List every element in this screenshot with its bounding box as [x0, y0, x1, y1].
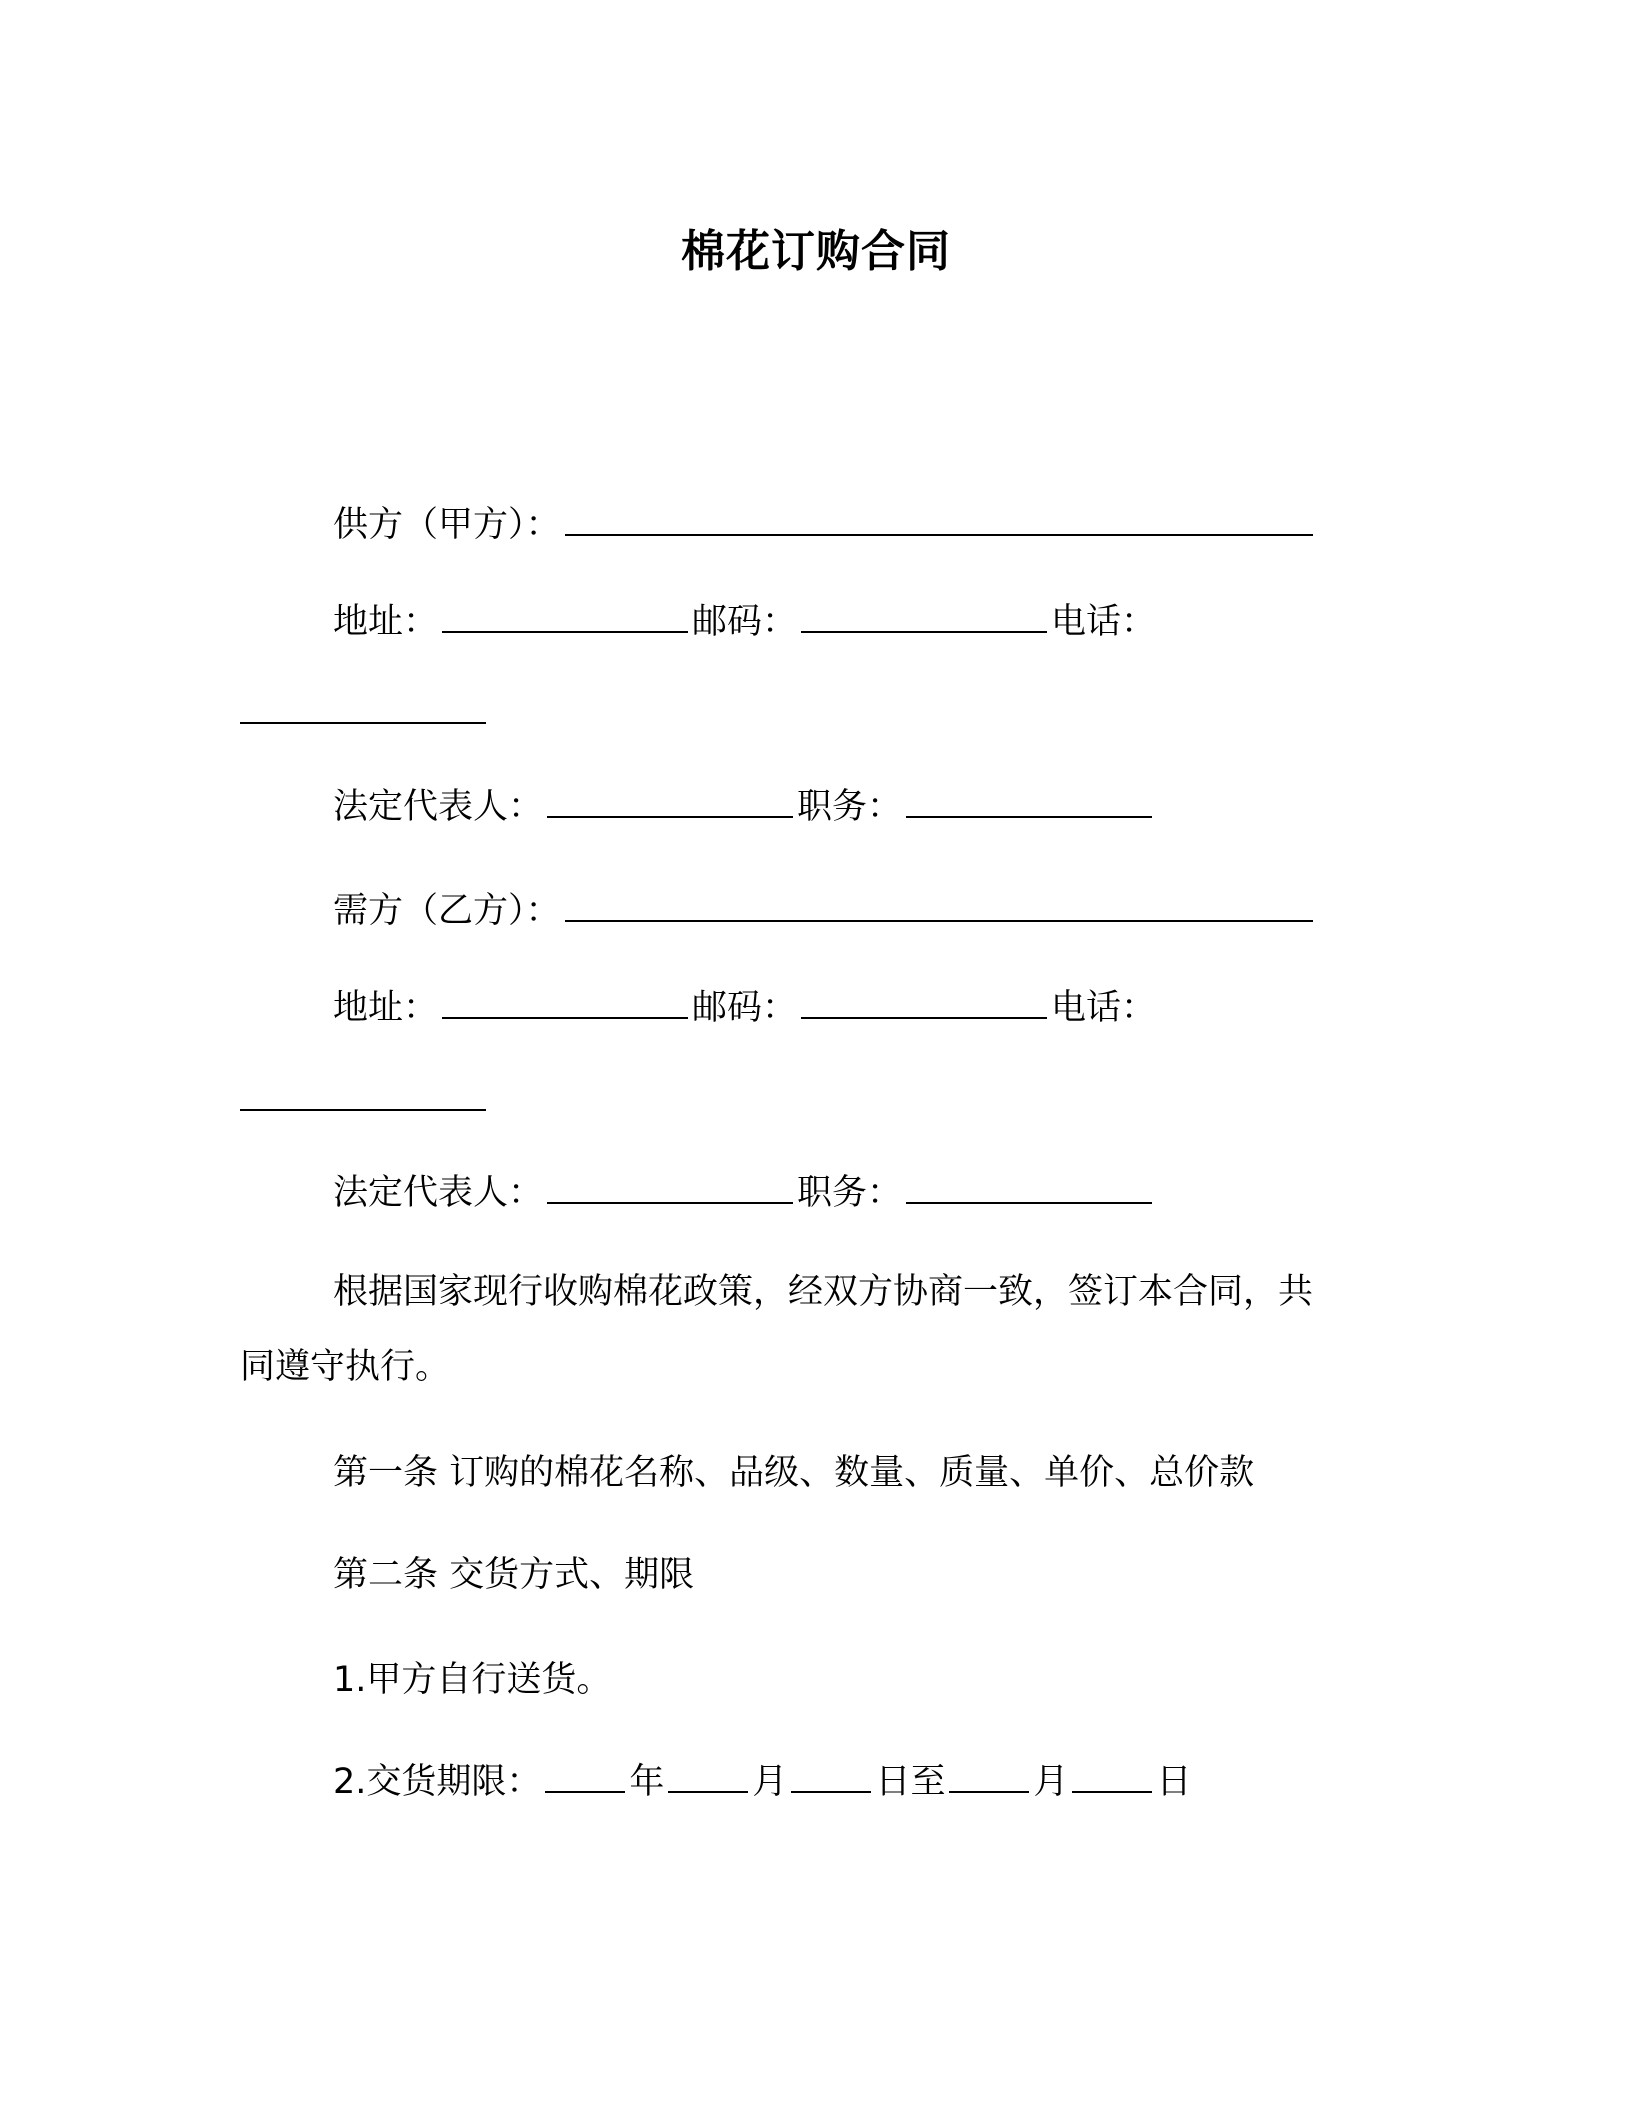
- month-label-2: 月: [1033, 1762, 1069, 1802]
- item-1: 1.甲方自行送货。: [333, 1660, 612, 1700]
- supplier-phone-blank: [240, 688, 486, 724]
- supplier-party-label: 供方（甲方）：: [333, 505, 561, 545]
- buyer-phone-label: 电话：: [1051, 988, 1157, 1028]
- supplier-position-blank: [906, 782, 1152, 818]
- buyer-rep-label: 法定代表人：: [333, 1173, 544, 1213]
- supplier-address-blank: [442, 597, 688, 633]
- buyer-name-blank: [565, 886, 1313, 922]
- month-label-1: 月: [752, 1762, 788, 1802]
- supplier-contact-line: [333, 597, 1156, 647]
- buyer-contact-line: [333, 983, 1156, 1033]
- buyer-phone-line: [240, 1075, 490, 1125]
- supplier-phone-label: 电话：: [1051, 602, 1157, 642]
- buyer-position-label: 职务：: [797, 1173, 903, 1213]
- year-blank: [545, 1757, 625, 1793]
- supplier-address-label: 地址：: [333, 602, 439, 642]
- item-2-delivery-period: [333, 1757, 1191, 1807]
- intro-line-1: 根据国家现行收购棉花政策，经双方协商一致，签订本合同，共: [333, 1272, 1314, 1312]
- buyer-phone-blank: [240, 1075, 486, 1111]
- intro-line-2: 同遵守执行。: [240, 1347, 451, 1387]
- day-blank-1: [791, 1757, 871, 1793]
- day-to-label: 日至: [875, 1762, 946, 1802]
- month-blank-2: [949, 1757, 1029, 1793]
- supplier-party-line: [333, 500, 1317, 550]
- day-blank-2: [1072, 1757, 1152, 1793]
- article-2: 第二条 交货方式、期限: [333, 1555, 695, 1595]
- buyer-party-label: 需方（乙方）：: [333, 891, 561, 931]
- buyer-rep-line: [333, 1168, 1156, 1218]
- article-1: 第一条 订购的棉花名称、品级、数量、质量、单价、总价款: [333, 1453, 1255, 1493]
- month-blank-1: [668, 1757, 748, 1793]
- buyer-address-label: 地址：: [333, 988, 439, 1028]
- buyer-rep-blank: [547, 1168, 793, 1204]
- supplier-rep-label: 法定代表人：: [333, 787, 544, 827]
- buyer-address-blank: [442, 983, 688, 1019]
- supplier-postcode-label: 邮码：: [692, 602, 798, 642]
- buyer-postcode-blank: [801, 983, 1047, 1019]
- supplier-rep-blank: [547, 782, 793, 818]
- buyer-party-line: [333, 886, 1317, 936]
- buyer-position-blank: [906, 1168, 1152, 1204]
- day-label: 日: [1156, 1762, 1192, 1802]
- buyer-postcode-label: 邮码：: [692, 988, 798, 1028]
- delivery-period-label: 2.交货期限：: [333, 1762, 542, 1802]
- supplier-rep-line: [333, 782, 1156, 832]
- document-title: 棉花订购合同: [681, 226, 951, 277]
- supplier-name-blank: [565, 500, 1313, 536]
- year-label: 年: [629, 1762, 665, 1802]
- supplier-phone-line: [240, 688, 490, 738]
- supplier-position-label: 职务：: [797, 787, 903, 827]
- supplier-postcode-blank: [801, 597, 1047, 633]
